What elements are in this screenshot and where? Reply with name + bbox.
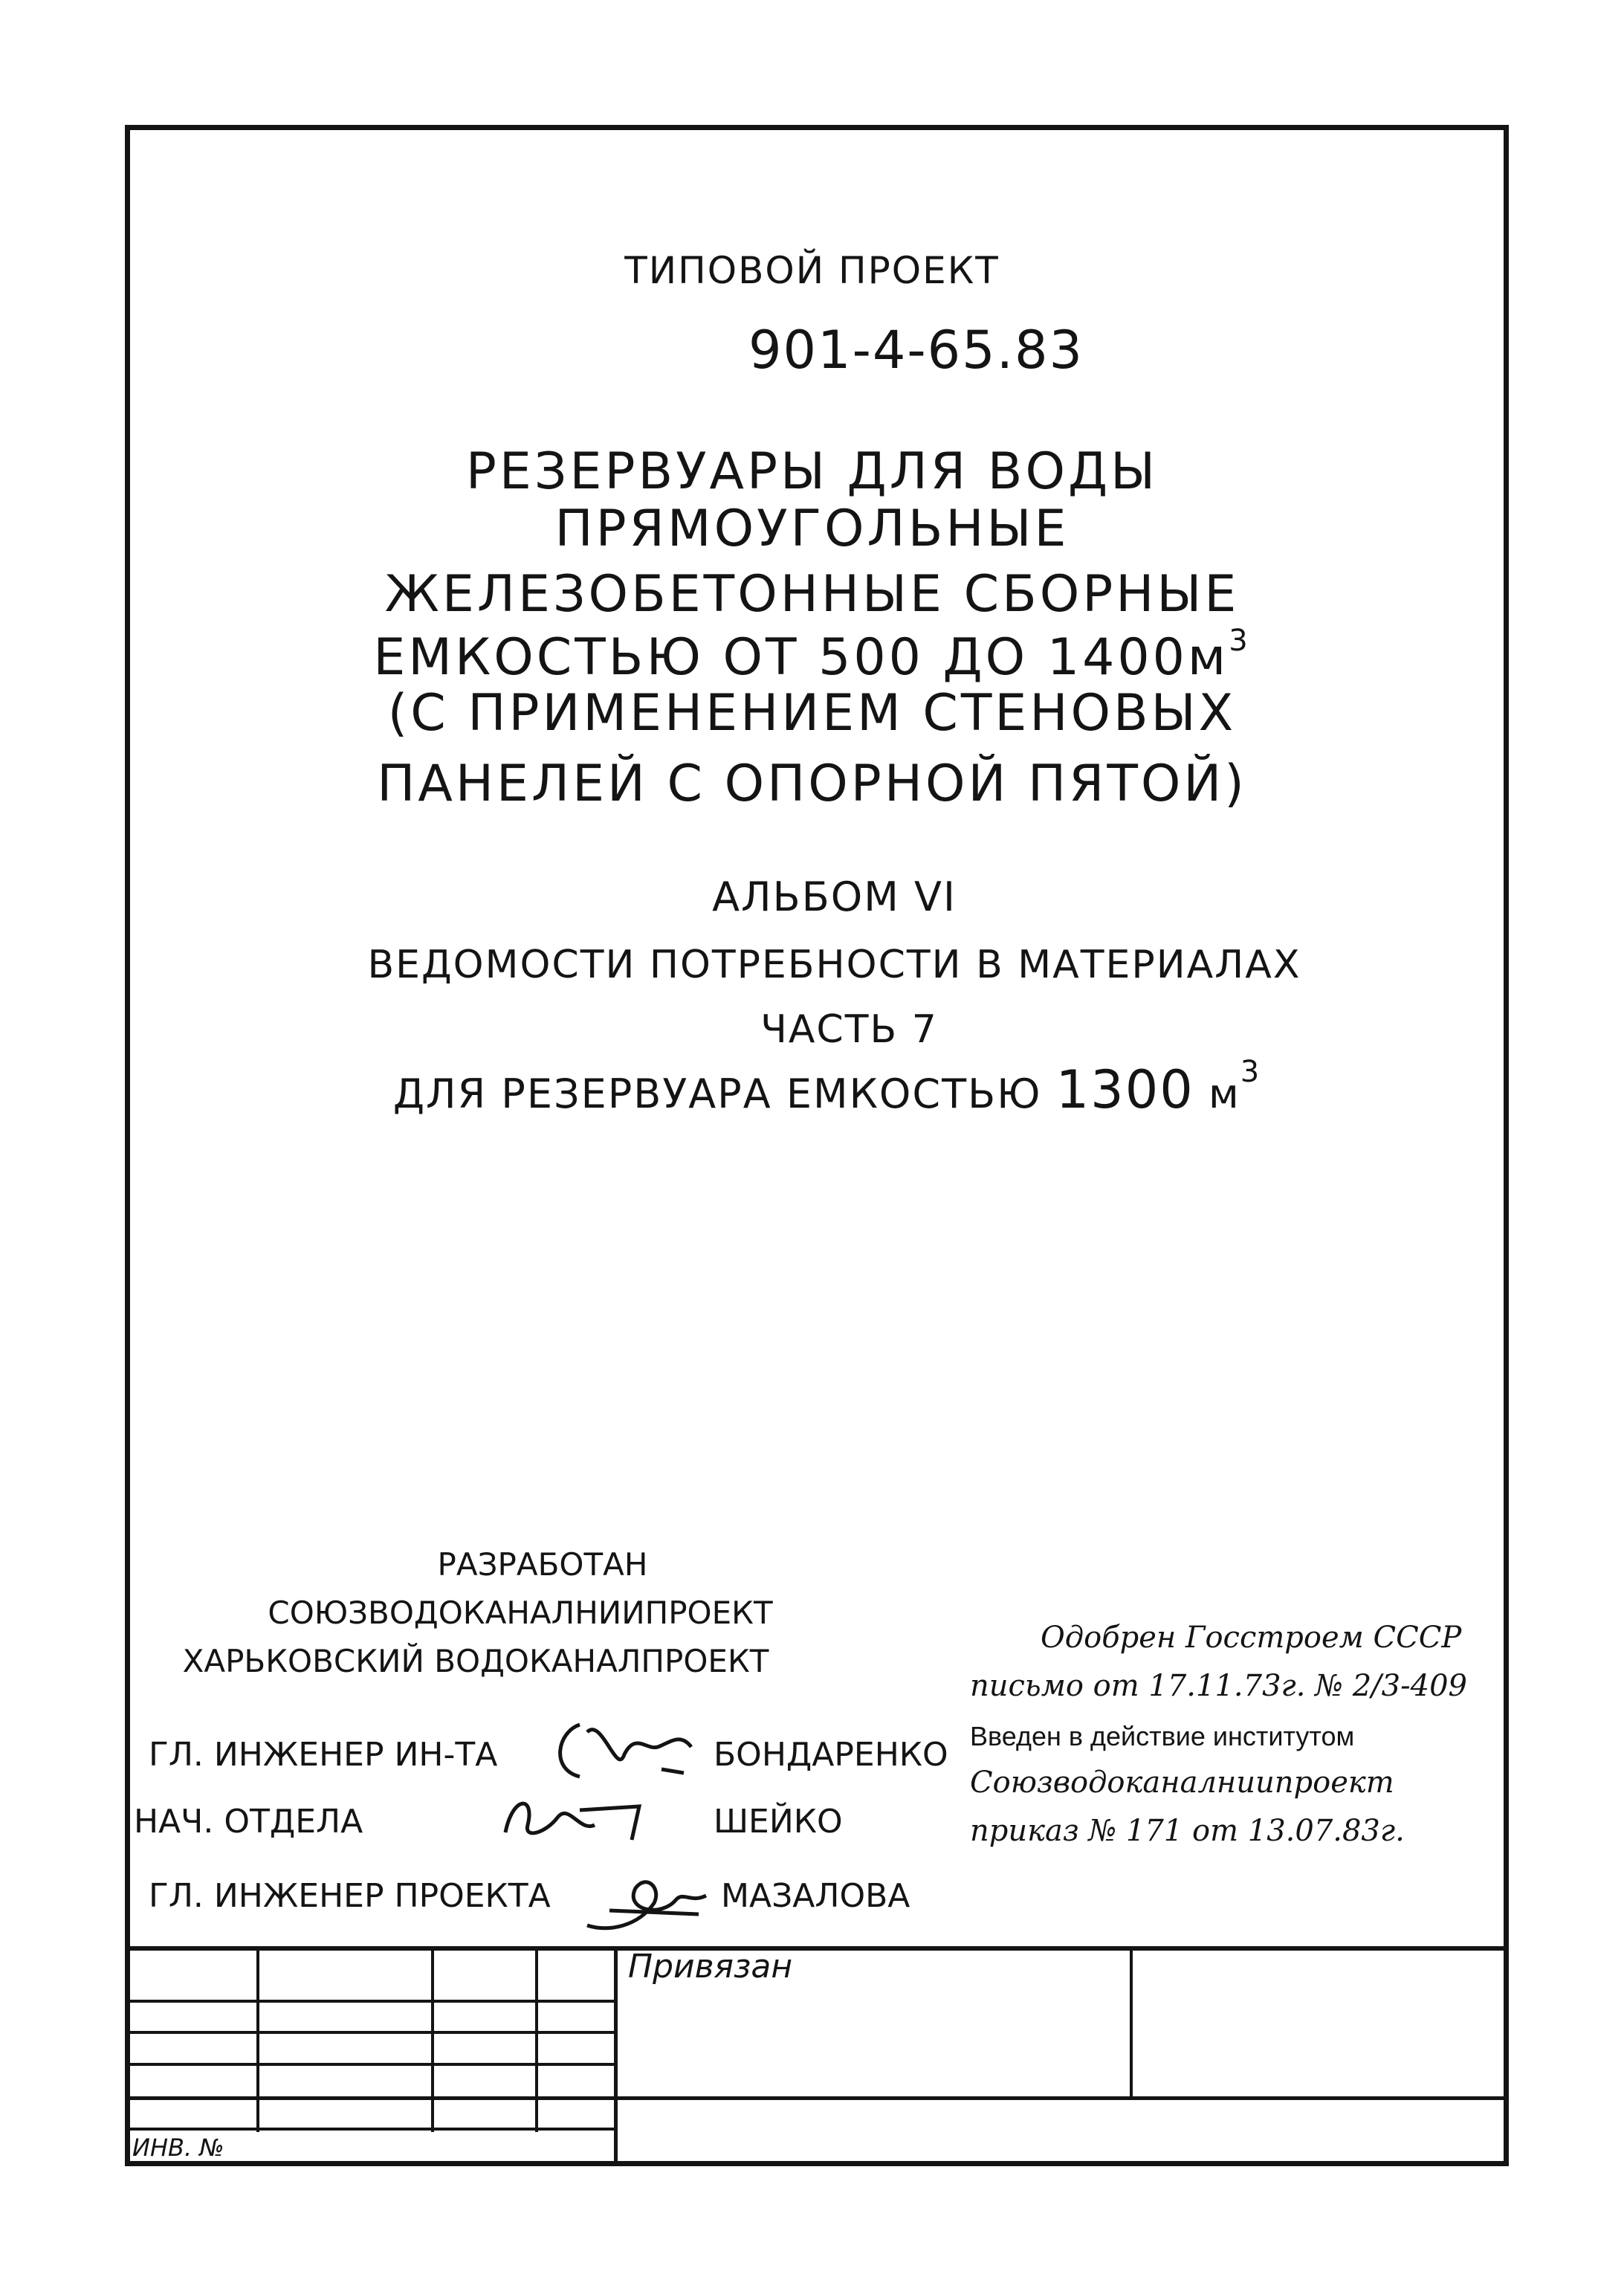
title-line-1: РЕЗЕРВУАРЫ ДЛЯ ВОДЫ: [465, 442, 1159, 501]
sig-name-3: МАЗАЛОВА: [721, 1877, 910, 1915]
title-unit-power: 3: [1229, 624, 1251, 658]
approval-line-2: письмо от 17.11.73г. № 2/3-409: [970, 1669, 1467, 1703]
bound-label: Привязан: [628, 1948, 793, 1986]
inv-label: ИНВ. №: [132, 2134, 224, 2162]
sig-role-2: НАЧ. ОТДЕЛА: [134, 1803, 363, 1841]
developed-label: РАЗРАБОТАН: [437, 1546, 648, 1583]
approval-line-5: приказ № 171 от 13.07.83г.: [970, 1814, 1405, 1848]
title-line-6: ПАНЕЛЕЙ С ОПОРНОЙ ПЯТОЙ): [377, 755, 1247, 813]
title-unit: м: [1187, 628, 1229, 687]
title-line-4-text: ЕМКОСТЬЮ ОТ 500 ДО 1400: [373, 628, 1188, 687]
album-unit: м: [1208, 1070, 1240, 1117]
signature-scribble-2: [491, 1780, 669, 1855]
album-subject: ВЕДОМОСТИ ПОТРЕБНОСТИ В МАТЕРИАЛАХ: [367, 943, 1301, 987]
album-for-reservoir: ДЛЯ РЕЗЕРВУАРА ЕМКОСТЬЮ: [392, 1070, 1042, 1117]
sig-name-2: ШЕЙКО: [714, 1803, 843, 1841]
album-part: ЧАСТЬ 7: [760, 1007, 938, 1052]
sig-role-1: ГЛ. ИНЖЕНЕР ИН-ТА: [149, 1736, 498, 1774]
drawing-frame: [125, 125, 1509, 2166]
developed-org1: СОЮЗВОДОКАНАЛНИИПРОЕКТ: [268, 1595, 773, 1631]
title-line-3: ЖЕЛЕЗОБЕТОННЫЕ СБОРНЫЕ: [384, 565, 1240, 624]
album-for-reservoir-line: [15, 1055, 1624, 1120]
approval-line-1: Одобрен Госстроем СССР: [1041, 1621, 1462, 1655]
signature-scribble-1: [535, 1710, 714, 1792]
approval-line-3: Введен в действие институтом: [970, 1721, 1355, 1751]
title-line-2: ПРЯМОУГОЛЬНЫЕ: [554, 500, 1070, 558]
project-type: ТИПОВОЙ ПРОЕКТ: [624, 249, 1000, 292]
album-capacity: 1300: [1055, 1059, 1194, 1120]
album-unit-power: 3: [1240, 1055, 1261, 1089]
title-line-4: [0, 624, 1624, 687]
project-number: 901-4-65.83: [748, 320, 1084, 381]
signature-scribble-3: [580, 1858, 728, 1940]
sig-name-1: БОНДАРЕНКО: [714, 1736, 948, 1774]
title-line-5: (С ПРИМЕНЕНИЕМ СТЕНОВЫХ: [387, 684, 1237, 743]
developed-org2: ХАРЬКОВСКИЙ ВОДОКАНАЛПРОЕКТ: [182, 1643, 769, 1679]
album-name: АЛЬБОМ VI: [712, 873, 957, 920]
approval-line-4: Союзводоканалниипроект: [970, 1766, 1394, 1800]
sig-role-3: ГЛ. ИНЖЕНЕР ПРОЕКТА: [149, 1877, 551, 1915]
